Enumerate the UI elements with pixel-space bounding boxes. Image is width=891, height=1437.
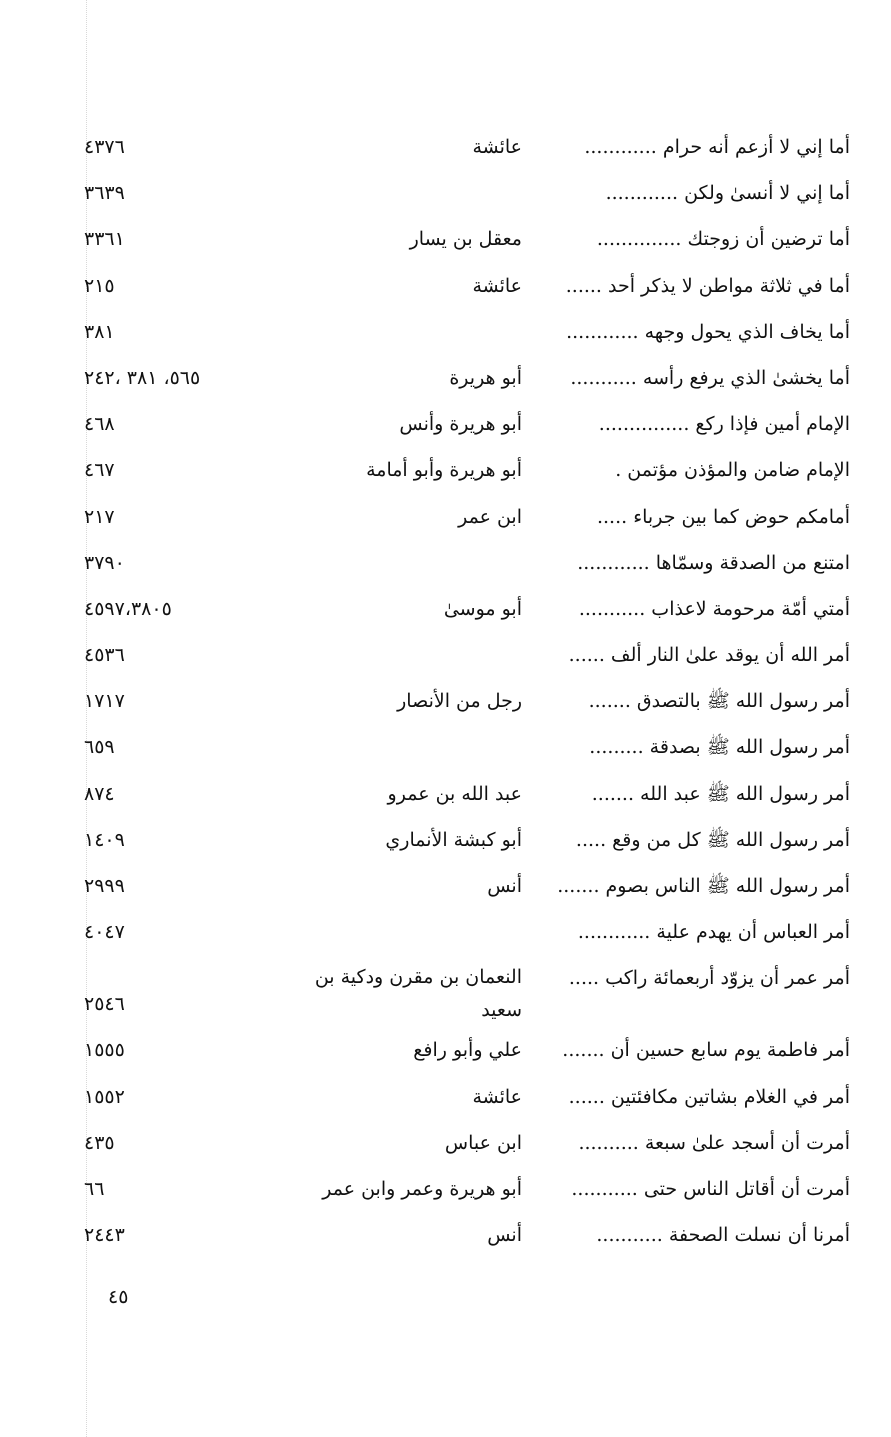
index-row bbox=[84, 263, 850, 309]
narrator-name: عبد الله بن عمرو bbox=[387, 782, 522, 805]
reference-numbers: ٣٨١ bbox=[84, 320, 115, 343]
index-row bbox=[84, 817, 850, 863]
index-row bbox=[84, 447, 850, 493]
reference-numbers: ١٤٠٩ bbox=[84, 828, 125, 851]
hadith-text: أمامكم حوض كما بين جرباء ..... bbox=[596, 505, 850, 528]
narrator-name: أبو هريرة bbox=[449, 366, 522, 389]
hadith-text: أمر رسول الله ﷺ الناس بصوم ....... bbox=[557, 875, 850, 897]
index-row bbox=[84, 540, 850, 586]
hadith-text: أمرت أن أقاتل الناس حتى ........... bbox=[571, 1177, 850, 1200]
reference-numbers: ٢٥٤٦ bbox=[84, 993, 125, 1016]
hadith-text: أمر فاطمة يوم سابع حسين أن ....... bbox=[562, 1039, 850, 1062]
narrator-name: أبو هريرة وأبو أمامة bbox=[366, 459, 522, 482]
reference-numbers: ٦٥٩ bbox=[84, 736, 115, 759]
reference-numbers: ٥٦٥، ٣٨١ ،٢٤٢ bbox=[84, 366, 201, 389]
hadith-text: أمر الله أن يوقد علىٰ النار ألف ...... bbox=[568, 644, 850, 667]
index-row bbox=[84, 863, 850, 909]
index-row bbox=[84, 494, 850, 540]
index-row bbox=[84, 1120, 850, 1166]
reference-numbers: ٤٣٧٦ bbox=[84, 136, 125, 158]
hadith-text: أمرت أن أسجد علىٰ سبعة .......... bbox=[578, 1131, 850, 1154]
hadith-text: الإمام أمين فإذا ركع ............... bbox=[598, 413, 850, 436]
reference-numbers: ٢٩٩٩ bbox=[84, 875, 125, 897]
index-row bbox=[84, 170, 850, 216]
index-row bbox=[84, 586, 850, 632]
hadith-text: أمرنا أن نسلت الصحفة ........... bbox=[596, 1224, 850, 1247]
index-row bbox=[84, 1027, 850, 1073]
narrator-name: عائشة bbox=[472, 136, 522, 158]
page-number: ٤٥ bbox=[108, 1286, 129, 1308]
hadith-text: أمر رسول الله ﷺ بالتصدق ....... bbox=[588, 690, 850, 713]
reference-numbers: ٣٦٣٩ bbox=[84, 182, 125, 205]
index-row bbox=[84, 724, 850, 770]
reference-numbers: ٨٧٤ bbox=[84, 782, 115, 805]
reference-numbers: ١٥٥٥ bbox=[84, 1039, 125, 1062]
narrator-name: النعمان بن مقرن ودكية بن سعيد bbox=[314, 966, 522, 1022]
hadith-text: أمر رسول الله ﷺ عبد الله ....... bbox=[591, 782, 850, 805]
hadith-text: أمر العباس أن يهدم علية ............ bbox=[577, 921, 850, 944]
hadith-text: أما إني لا أنسىٰ ولكن ............ bbox=[605, 182, 850, 205]
narrator-name: ابن عمر bbox=[458, 505, 522, 528]
hadith-text: أما يخشىٰ الذي يرفع رأسه ........... bbox=[570, 366, 850, 389]
index-row bbox=[84, 124, 850, 170]
hadith-text: أمر رسول الله ﷺ بصدقة ......... bbox=[589, 736, 850, 759]
hadith-text: الإمام ضامن والمؤذن مؤتمن . bbox=[615, 459, 850, 482]
hadith-index-table bbox=[84, 124, 850, 1258]
index-row bbox=[84, 216, 850, 262]
reference-numbers: ٣٣٦١ bbox=[84, 228, 125, 251]
index-row bbox=[84, 632, 850, 678]
hadith-text: أما إني لا أزعم أنه حرام ............ bbox=[584, 136, 850, 158]
narrator-name: معقل بن يسار bbox=[409, 228, 522, 251]
index-row bbox=[84, 1074, 850, 1120]
reference-numbers: ٤٠٤٧ bbox=[84, 921, 125, 944]
narrator-name: أبو هريرة وأنس bbox=[399, 413, 522, 436]
reference-numbers: ٤٣٥ bbox=[84, 1131, 115, 1154]
hadith-text: أما ترضين أن زوجتك .............. bbox=[596, 228, 850, 251]
index-row bbox=[84, 309, 850, 355]
index-row bbox=[84, 1166, 850, 1212]
narrator-name: أنس bbox=[487, 875, 522, 897]
reference-numbers: ٤٥٣٦ bbox=[84, 644, 125, 667]
index-row bbox=[84, 771, 850, 817]
index-row bbox=[84, 1212, 850, 1258]
reference-numbers: ٢٤٤٣ bbox=[84, 1224, 125, 1247]
index-row bbox=[84, 678, 850, 724]
reference-numbers: ٢١٥ bbox=[84, 274, 115, 297]
reference-numbers: ٤٦٧ bbox=[84, 459, 115, 482]
hadith-text: أما في ثلاثة مواطن لا يذكر أحد ...... bbox=[565, 274, 850, 297]
narrator-name: رجل من الأنصار bbox=[397, 690, 522, 713]
index-row bbox=[84, 355, 850, 401]
reference-numbers: ٢١٧ bbox=[84, 505, 115, 528]
hadith-text: أمر عمر أن يزوّد أربعمائة راكب ..... bbox=[568, 967, 850, 990]
reference-numbers: ٦٦ bbox=[84, 1177, 105, 1200]
reference-numbers: ٤٦٨ bbox=[84, 413, 115, 436]
index-row bbox=[84, 955, 850, 1027]
narrator-name: أبو كبشة الأنماري bbox=[385, 828, 522, 851]
hadith-text: امتنع من الصدقة وسمّاها ............ bbox=[577, 551, 850, 574]
index-row bbox=[84, 909, 850, 955]
narrator-name: أنس bbox=[487, 1224, 522, 1247]
hadith-text: أمر في الغلام بشاتين مكافئتين ...... bbox=[568, 1085, 850, 1108]
narrator-name: ابن عباس bbox=[444, 1131, 522, 1154]
reference-numbers: ٣٧٩٠ bbox=[84, 551, 125, 574]
narrator-name: عائشة bbox=[472, 1085, 522, 1108]
hadith-text: أمتي أمّة مرحومة لاعذاب ........... bbox=[578, 597, 850, 620]
narrator-name: أبو هريرة وعمر وابن عمر bbox=[322, 1177, 522, 1200]
reference-numbers: ٤٥٩٧،٣٨٠٥ bbox=[84, 597, 172, 620]
hadith-text: أمر رسول الله ﷺ كل من وقع ..... bbox=[575, 828, 850, 851]
narrator-name: علي وأبو رافع bbox=[413, 1039, 522, 1062]
hadith-text: أما يخاف الذي يحول وجهه ............ bbox=[566, 320, 850, 343]
reference-numbers: ١٧١٧ bbox=[84, 690, 125, 713]
reference-numbers: ١٥٥٢ bbox=[84, 1085, 125, 1108]
narrator-name: عائشة bbox=[472, 274, 522, 297]
narrator-name: أبو موسىٰ bbox=[443, 597, 522, 620]
index-row bbox=[84, 401, 850, 447]
